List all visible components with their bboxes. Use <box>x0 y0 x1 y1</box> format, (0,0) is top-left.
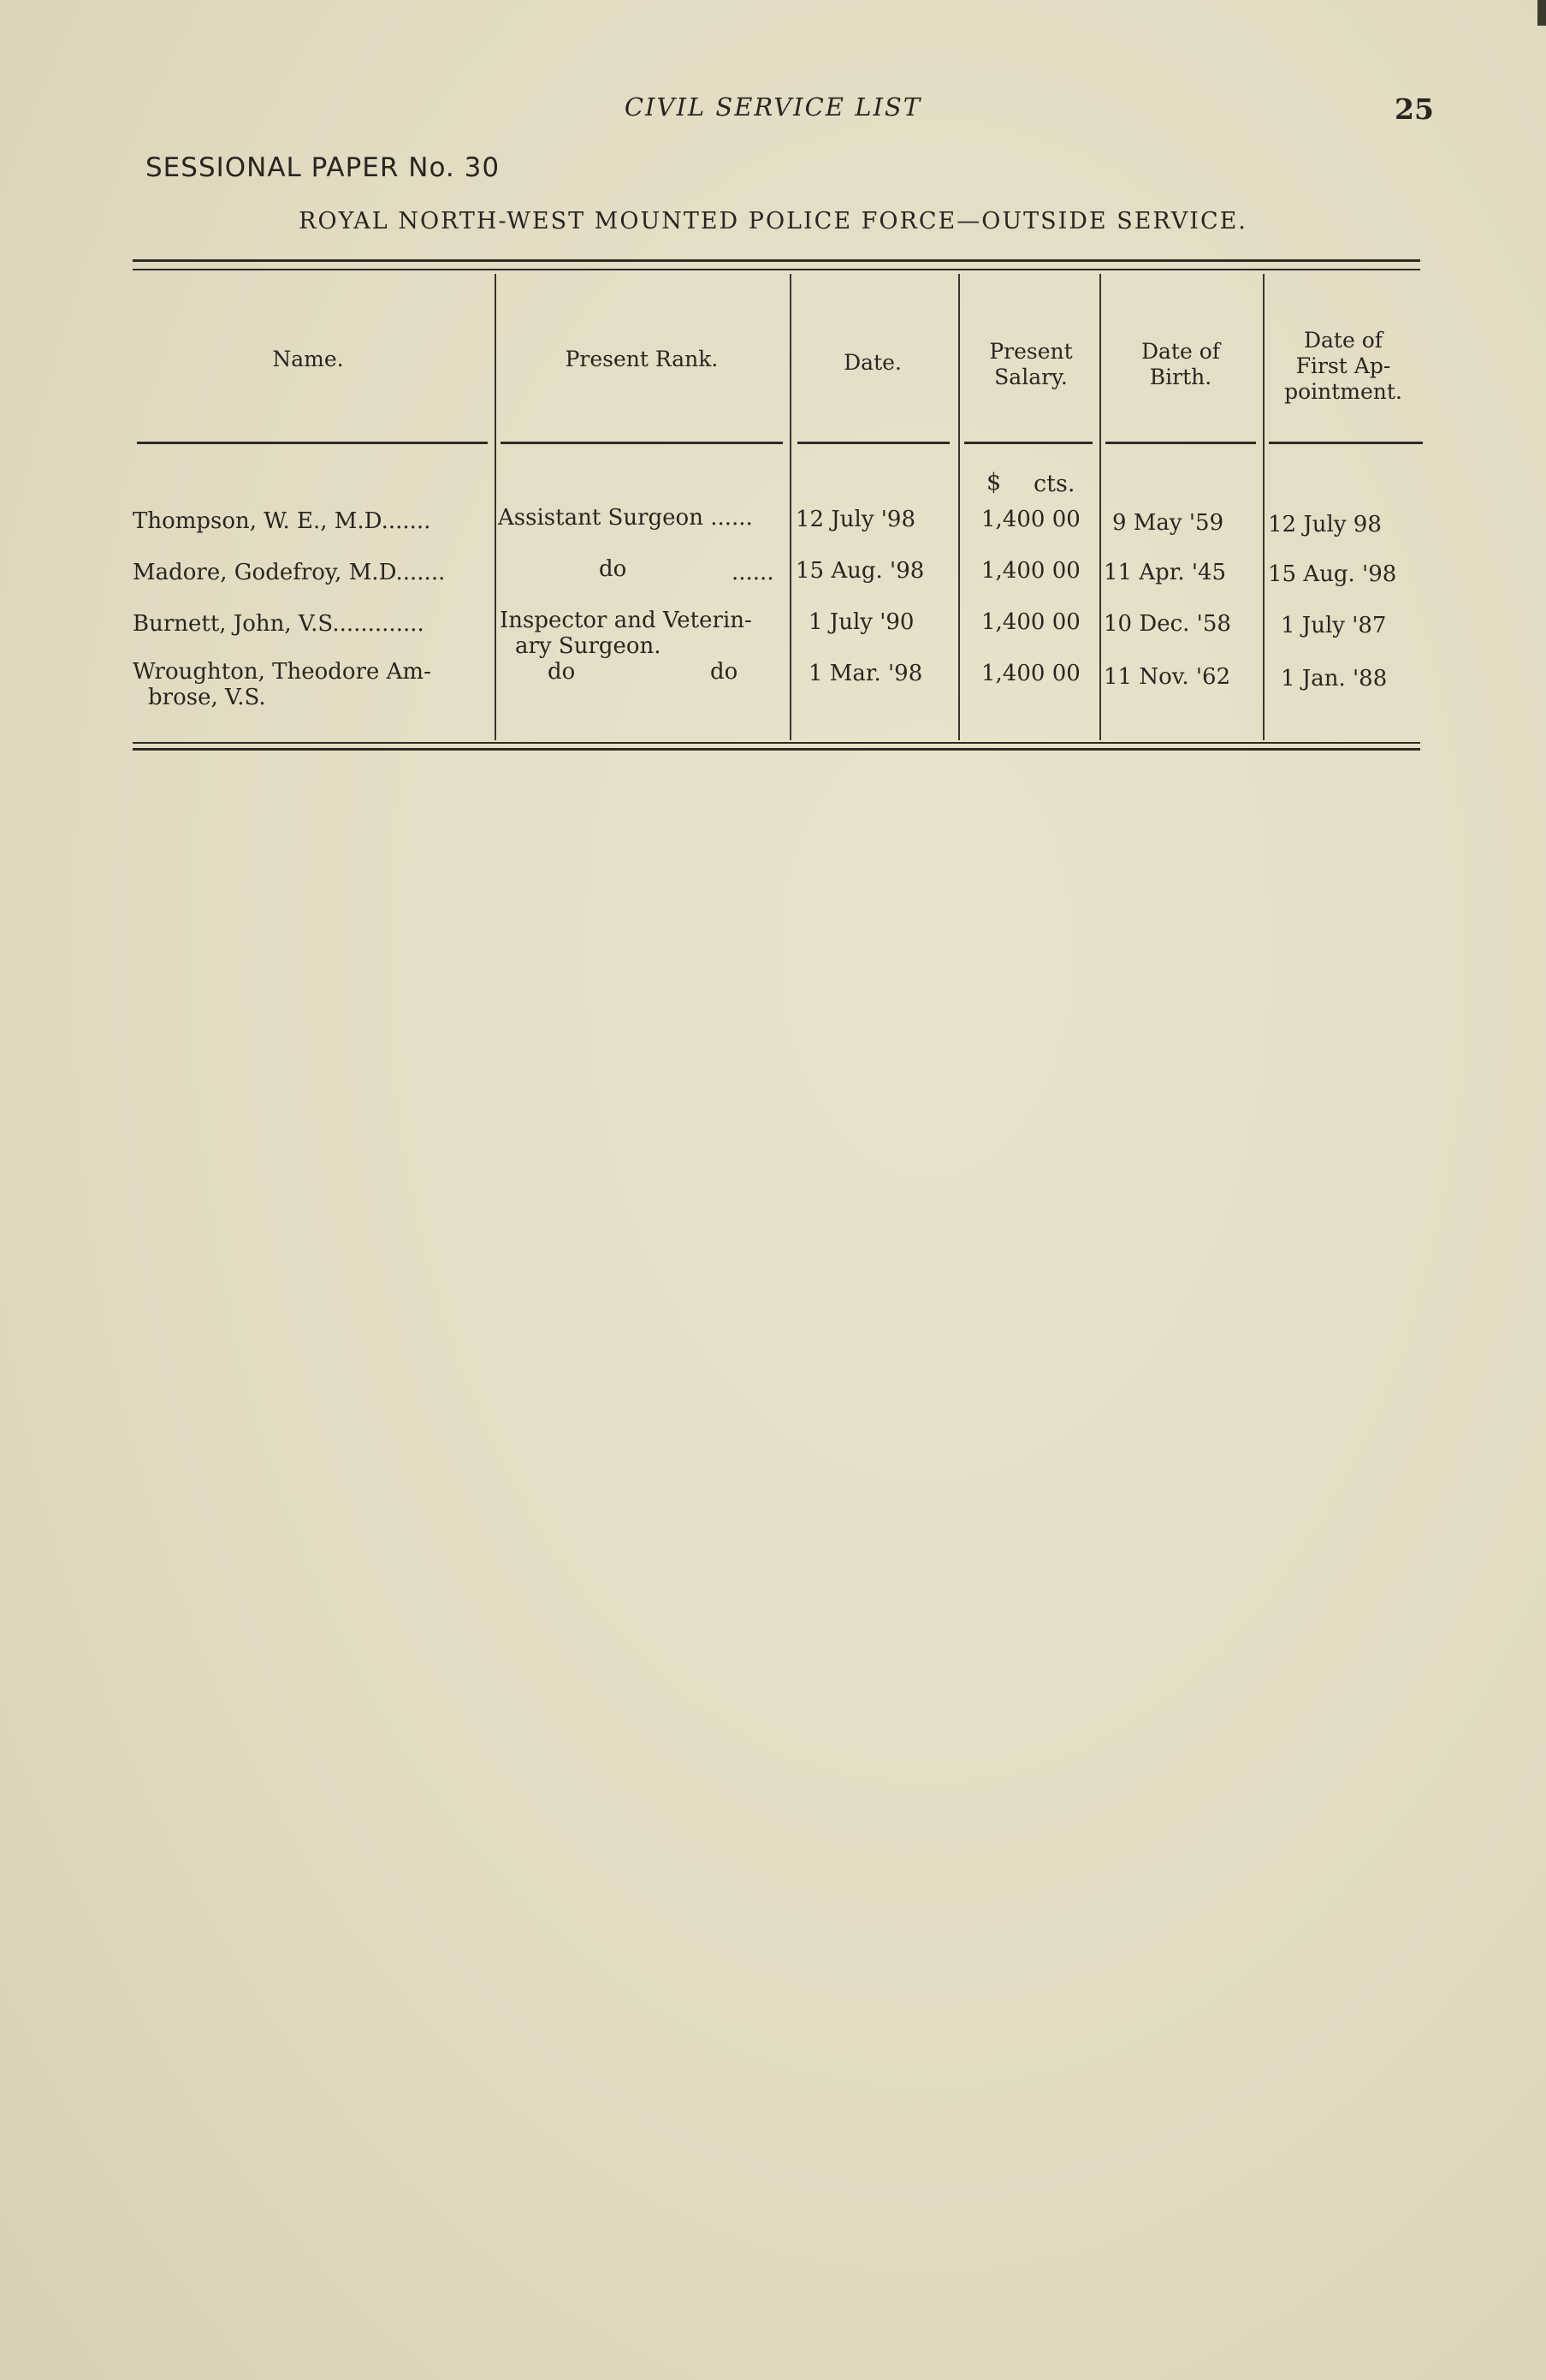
column-header-present-salary <box>963 339 1099 390</box>
table-cell-name <box>133 659 492 710</box>
top-rule-thin <box>133 269 1420 270</box>
column-header-date-of-first-appointment <box>1266 328 1420 405</box>
column-divider-2 <box>790 274 791 740</box>
top-rule-thick <box>133 259 1420 262</box>
column-header-first-appt-line-3: pointment. <box>1284 379 1402 404</box>
table-cell-name: Madore, Godefroy, M.D....... <box>133 560 446 585</box>
table-cell-salary: 1,400 00 <box>981 609 1081 635</box>
column-divider-3 <box>958 274 960 740</box>
table-cell-name-line-1: Wroughton, Theodore Am- <box>133 659 431 685</box>
table-cell-birth: 11 Nov. '62 <box>1104 664 1231 690</box>
header-underline-first-appt <box>1269 442 1423 444</box>
table-cell-first-appt: 12 July 98 <box>1268 512 1382 537</box>
table-cell-date: 12 July '98 <box>796 507 916 532</box>
table-cell-first-appt: 1 July '87 <box>1281 613 1387 638</box>
table-cell-rank: do <box>548 659 576 685</box>
header-underline-salary <box>964 442 1093 444</box>
table-cell-date: 1 July '90 <box>809 609 915 635</box>
table-cell-salary: 1,400 00 <box>981 558 1081 584</box>
table-cell-salary: 1,400 00 <box>981 661 1081 686</box>
table-title: ROYAL NORTH-WEST MOUNTED POLICE FORCE—OUTSIDE SERVICE. <box>299 208 1247 234</box>
bottom-rule-thick <box>133 748 1420 751</box>
column-header-first-appt-line-1: Date of <box>1303 328 1383 353</box>
salary-units-cents: cts. <box>1034 471 1075 497</box>
table-cell-date: 1 Mar. '98 <box>809 661 923 686</box>
table-cell-rank-second: do <box>710 659 738 685</box>
table-cell-rank: do <box>599 556 627 582</box>
bottom-rule-thin <box>133 742 1420 744</box>
header-underline-name <box>137 442 488 444</box>
column-header-date: Date. <box>844 350 902 375</box>
column-header-present-salary-line-2: Salary. <box>994 365 1068 389</box>
table-cell-rank-line-2: ary Surgeon. <box>515 633 661 659</box>
header-underline-rank <box>501 442 783 444</box>
column-header-present-rank: Present Rank. <box>565 347 719 371</box>
column-header-date-of-birth-line-1: Date of <box>1140 339 1221 364</box>
table-cell-salary: 1,400 00 <box>981 507 1081 532</box>
table-cell-rank: Assistant Surgeon ...... <box>498 505 753 531</box>
table-cell-name: Thompson, W. E., M.D....... <box>133 508 431 534</box>
sessional-paper-label: SESSIONAL PAPER No. 30 <box>145 152 501 183</box>
column-header-date-of-birth-line-2: Birth. <box>1149 365 1212 389</box>
column-header-present-salary-line-1: Present <box>989 339 1073 364</box>
table-cell-birth: 10 Dec. '58 <box>1104 611 1231 637</box>
table-cell-first-appt: 1 Jan. '88 <box>1281 666 1388 691</box>
table-cell-rank-leader: ...... <box>732 560 774 585</box>
table-cell-birth: 9 May '59 <box>1112 510 1224 536</box>
table-cell-first-appt: 15 Aug. '98 <box>1268 561 1397 587</box>
table-cell-date: 15 Aug. '98 <box>796 558 925 584</box>
running-head: CIVIL SERVICE LIST <box>624 92 922 122</box>
book-spine-edge <box>1537 0 1546 26</box>
header-underline-date <box>797 442 950 444</box>
column-header-first-appt-line-2: First Ap- <box>1295 353 1391 378</box>
table-cell-name: Burnett, John, V.S............. <box>133 611 424 637</box>
salary-units-dollars: $ <box>986 469 1002 496</box>
table-cell-birth: 11 Apr. '45 <box>1104 560 1227 585</box>
page-number: 25 <box>1395 92 1434 126</box>
table-cell-name-line-2: brose, V.S. <box>148 685 266 710</box>
table-cell-rank-line-1: Inspector and Veterin- <box>500 608 752 633</box>
column-divider-4 <box>1099 274 1101 740</box>
column-header-name: Name. <box>272 347 344 371</box>
column-header-date-of-birth <box>1104 339 1258 390</box>
column-divider-1 <box>495 274 496 740</box>
column-divider-5 <box>1263 274 1265 740</box>
header-underline-birth <box>1105 442 1256 444</box>
table-cell-rank <box>500 608 791 659</box>
